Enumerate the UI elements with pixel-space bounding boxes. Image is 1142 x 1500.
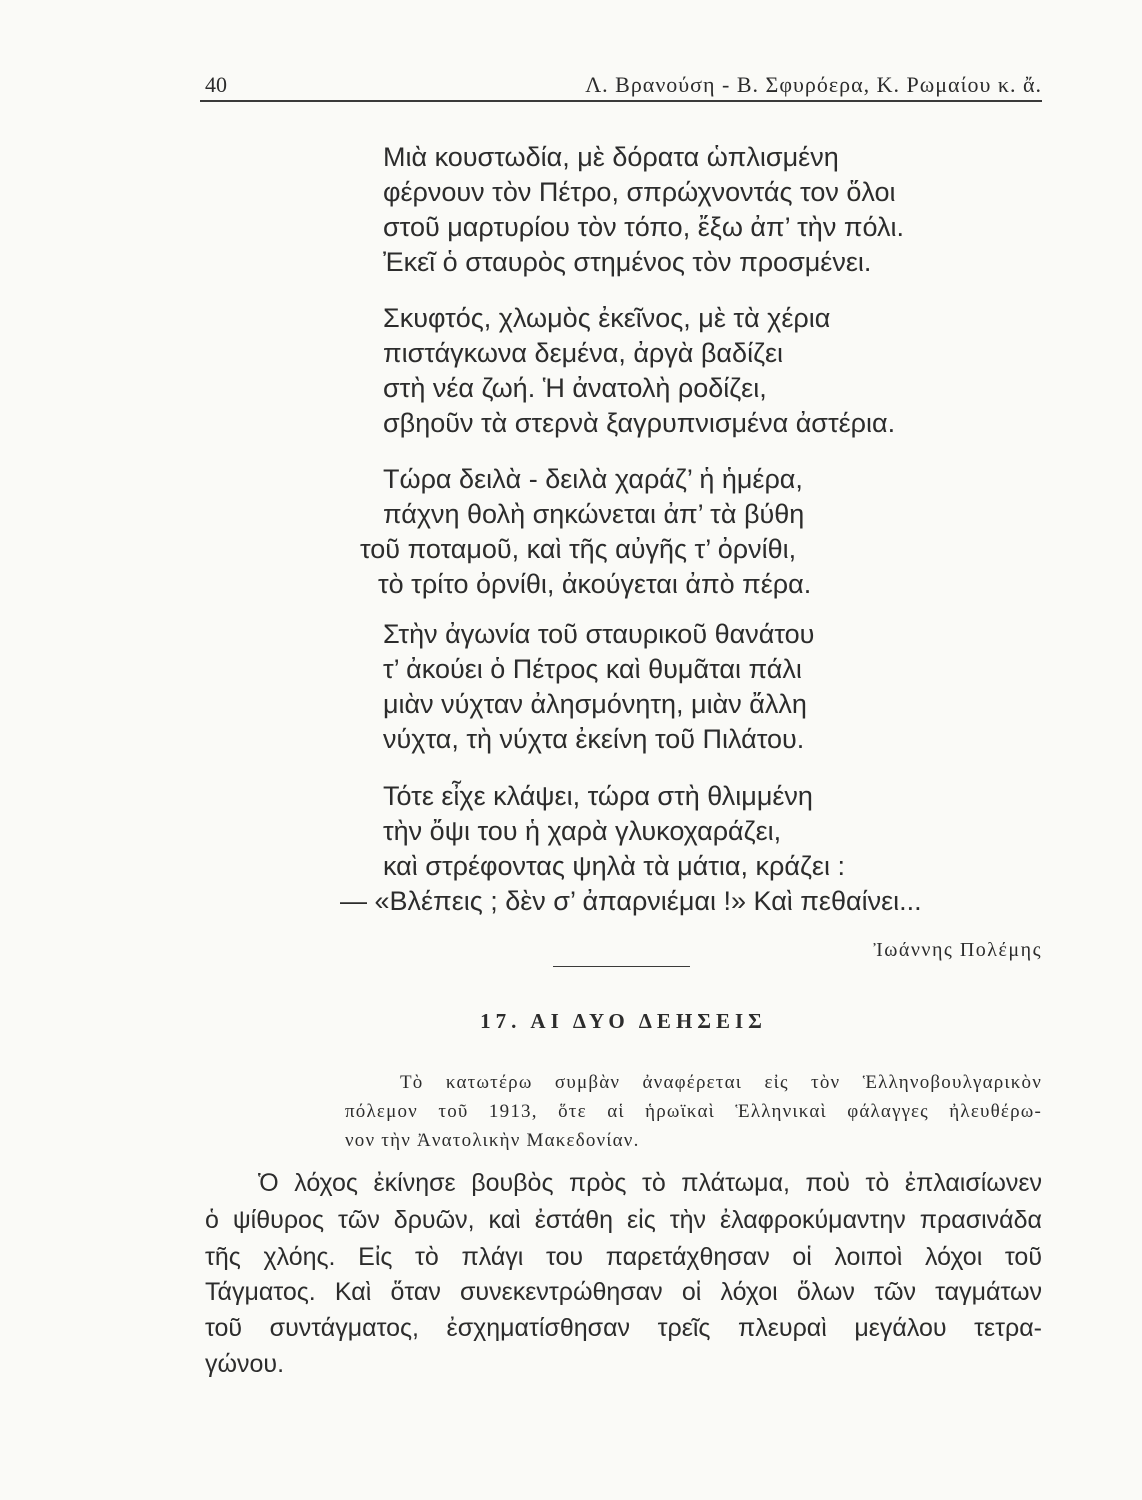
poem-line: Σκυφτός, χλωμὸς ἐκεῖνος, μὲ τὰ χέρια xyxy=(383,303,831,333)
poem-author: Ἰωάννης Πολέμης xyxy=(873,939,1042,961)
poem-line: Ἐκεῖ ὁ σταυρὸς στημένος τὸν προσμένει. xyxy=(383,247,872,277)
page-number: 40 xyxy=(205,72,227,97)
poem-line: Μιὰ κουστωδία, μὲ δόρατα ὡπλισμένη xyxy=(383,142,839,172)
poem-line: — «Βλέπεις ; δὲν σ’ ἀπαρνιέμαι !» Καὶ πεθαίνει... xyxy=(340,886,922,916)
header-rule xyxy=(200,100,1042,102)
poem-line: στὴ νέα ζωή. Ἡ ἀνατολὴ ροδίζει, xyxy=(383,373,767,403)
poem-line: Τότε εἶχε κλάψει, τώρα στὴ θλιμμένη xyxy=(383,781,813,811)
intro-line: Τὸ κατωτέρω συμβὰν ἀναφέρεται εἰς τὸν Ἑλληνοβουλγαρικὸν xyxy=(400,1072,1042,1093)
poem-line: Στὴν ἀγωνία τοῦ σταυρικοῦ θανάτου xyxy=(383,619,815,649)
body-line: τοῦ συντάγματος, ἐσχηματίσθησαν τρεῖς πλευραὶ μεγάλου τετρα- xyxy=(205,1314,1042,1342)
poem-line: πάχνη θολὴ σηκώνεται ἀπ’ τὰ βύθη xyxy=(383,499,805,529)
poem-line: τὴν ὄψι του ἡ χαρὰ γλυκοχαράζει, xyxy=(383,816,782,846)
body-line: ὁ ψίθυρος τῶν δρυῶν, καὶ ἐστάθη εἰς τὴν ἐλαφροκύμαντην πρασινάδα xyxy=(205,1206,1042,1234)
poem-line: στοῦ μαρτυρίου τὸν τόπο, ἔξω ἀπ’ τὴν πόλι. xyxy=(383,212,904,242)
poem-line: πιστάγκωνα δεμένα, ἀργὰ βαδίζει xyxy=(383,338,784,368)
poem-line: Τώρα δειλὰ - δειλὰ χαράζ’ ἡ ἡμέρα, xyxy=(383,464,803,494)
intro-line: νον τὴν Ἀνατολικὴν Μακεδονίαν. xyxy=(345,1130,640,1151)
section-heading: 17. ΑΙ ΔΥΟ ΔΕΗΣΕΙΣ xyxy=(480,1009,767,1033)
body-line: Τάγματος. Καὶ ὅταν συνεκεντρώθησαν οἱ λόχοι ὅλων τῶν ταγμάτων xyxy=(205,1278,1042,1306)
poem-line: σβηοῦν τὰ στερνὰ ξαγρυπνισμένα ἀστέρια. xyxy=(383,408,896,438)
poem-line: τ’ ἀκούει ὁ Πέτρος καὶ θυμᾶται πάλι xyxy=(383,654,802,684)
body-line: γώνου. xyxy=(205,1350,285,1378)
body-line: τῆς χλόης. Εἰς τὸ πλάγι του παρετάχθησαν οἱ λοιποὶ λόχοι τοῦ xyxy=(205,1243,1042,1271)
poem-line: μιὰν νύχταν ἀλησμόνητη, μιὰν ἄλλη xyxy=(383,689,807,719)
running-title: Λ. Βρανούση - Β. Σφυρόερα, Κ. Ρωμαίου κ. ἄ. xyxy=(585,72,1042,97)
poem-line: τὸ τρίτο ὀρνίθι, ἀκούγεται ἀπὸ πέρα. xyxy=(378,569,812,599)
body-line: Ὁ λόχος ἐκίνησε βουβὸς πρὸς τὸ πλάτωμα, ποὺ τὸ ἐπλαισίωνεν xyxy=(258,1169,1042,1197)
poem-line: νύχτα, τὴ νύχτα ἐκείνη τοῦ Πιλάτου. xyxy=(383,724,805,754)
poem-line: φέρνουν τὸν Πέτρο, σπρώχνοντάς τον ὅλοι xyxy=(383,177,896,207)
poem-line: καὶ στρέφοντας ψηλὰ τὰ μάτια, κράζει : xyxy=(383,851,845,881)
poem-line: τοῦ ποταμοῦ, καὶ τῆς αὐγῆς τ’ ὀρνίθι, xyxy=(360,534,797,564)
intro-line: πόλεμον τοῦ 1913, ὅτε αἱ ἡρωϊκαὶ Ἑλληνικαὶ φάλαγγες ἠλευθέρω- xyxy=(345,1101,1042,1122)
section-divider xyxy=(553,966,690,967)
